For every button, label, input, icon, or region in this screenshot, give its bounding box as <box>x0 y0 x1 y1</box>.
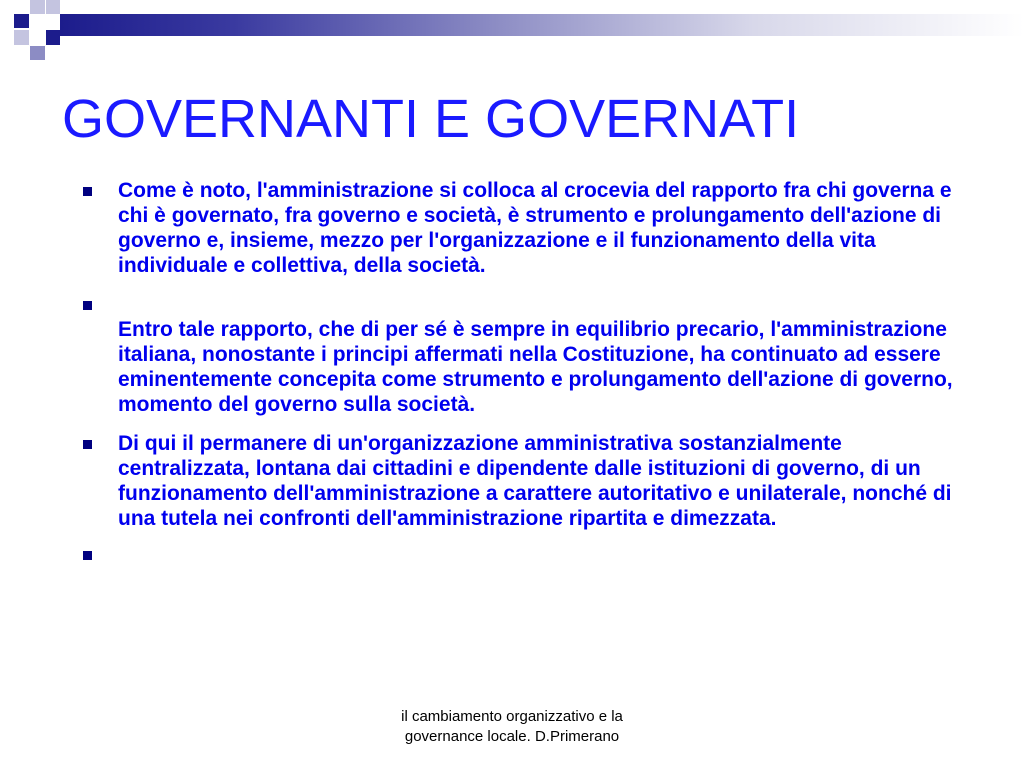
decorative-square <box>30 46 45 60</box>
bullet-item-empty <box>80 545 960 571</box>
square-bullet-icon <box>83 440 92 449</box>
bullet-text: Entro tale rapporto, che di per sé è sempre in equilibrio precario, l'amministrazione italiana, nonostante i principi affermati nella Costituzione, ha continuato ad essere eminentemente concepita come strumento e prolungamento dell'azione di governo, momento del governo sulla società. <box>118 318 953 416</box>
slide-title: GOVERNANTI E GOVERNATI <box>62 89 800 149</box>
decorative-square <box>14 30 29 45</box>
decorative-square <box>14 14 29 28</box>
footer-line: il cambiamento organizzativo e la <box>401 708 623 725</box>
decorative-square <box>46 30 60 45</box>
bullet-item <box>80 178 960 278</box>
bullet-text: Come è noto, l'amministrazione si colloca al crocevia del rapporto fra chi governa e chi è governato, fra governo e società, è strumento e prolungamento dell'azione di governo e, insieme, mezzo per l'organizzazione e il funzionamento della vita individuale e collettiva, della società. <box>118 179 952 277</box>
header-gradient-bar <box>60 14 1024 36</box>
bullet-list <box>80 178 960 585</box>
decorative-square <box>46 0 60 14</box>
decorative-square <box>0 30 14 45</box>
square-bullet-icon <box>83 187 92 196</box>
bullet-item <box>80 431 960 531</box>
slide-footer <box>380 707 644 747</box>
square-bullet-icon <box>83 301 92 310</box>
footer-line: governance locale. D.Primerano <box>404 728 620 745</box>
bullet-text: Di qui il permanere di un'organizzazione amministrativa sostanzialmente centralizzata, lontana dai cittadini e dipendente dalle istituzioni di governo, di un funzionamento dell'amministrazione a carattere autoritativo e unilaterale, nonché di una tutela nei confronti dell'amministrazione ripartita e dimezzata. <box>118 432 952 530</box>
bullet-item <box>80 292 960 417</box>
decorative-square <box>0 0 14 14</box>
decorative-square <box>30 0 45 14</box>
square-bullet-icon <box>83 551 92 560</box>
